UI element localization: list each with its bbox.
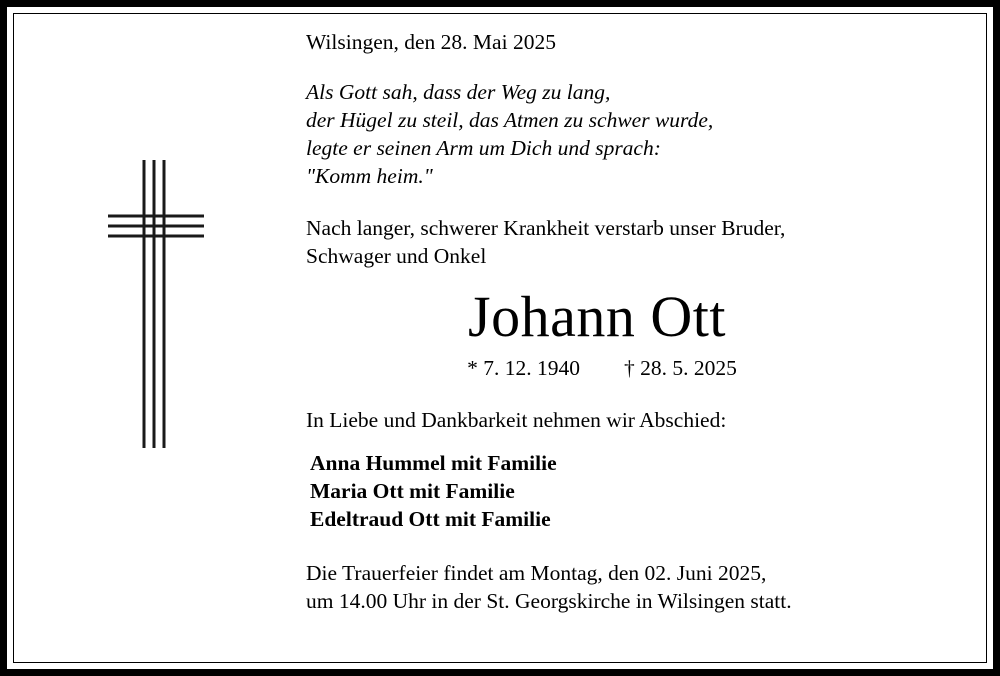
place-and-date: Wilsingen, den 28. Mai 2025 bbox=[306, 30, 556, 54]
christian-cross-icon bbox=[102, 154, 222, 454]
farewell-line: In Liebe und Dankbarkeit nehmen wir Abschied: bbox=[306, 408, 727, 432]
birth-date: * 7. 12. 1940 bbox=[467, 356, 580, 380]
verse-line: legte er seinen Arm um Dich und sprach: bbox=[306, 136, 661, 160]
family-member: Maria Ott mit Familie bbox=[310, 478, 515, 503]
service-line: Die Trauerfeier findet am Montag, den 02. Juni 2025, bbox=[306, 560, 767, 585]
verse-line: "Komm heim." bbox=[306, 164, 433, 188]
family-member: Anna Hummel mit Familie bbox=[310, 450, 557, 475]
verse-line: der Hügel zu steil, das Atmen zu schwer wurde, bbox=[306, 108, 714, 132]
obituary-inner-frame bbox=[13, 13, 987, 663]
announcement-intro bbox=[306, 214, 968, 270]
intro-line: Nach langer, schwerer Krankheit verstarb unser Bruder, bbox=[306, 216, 786, 240]
verse-line: Als Gott sah, dass der Weg zu lang, bbox=[306, 80, 611, 104]
obituary-text-column bbox=[306, 28, 968, 615]
funeral-service-info bbox=[306, 559, 968, 615]
death-date: † 28. 5. 2025 bbox=[624, 356, 737, 380]
family-member: Edeltraud Ott mit Familie bbox=[310, 506, 551, 531]
deceased-name: Johann Ott bbox=[468, 284, 726, 349]
memorial-verse bbox=[306, 78, 968, 190]
surviving-family-list bbox=[306, 449, 968, 533]
life-dates bbox=[306, 354, 968, 382]
intro-line: Schwager und Onkel bbox=[306, 244, 487, 268]
service-line: um 14.00 Uhr in der St. Georgskirche in Wilsingen statt. bbox=[306, 588, 792, 613]
